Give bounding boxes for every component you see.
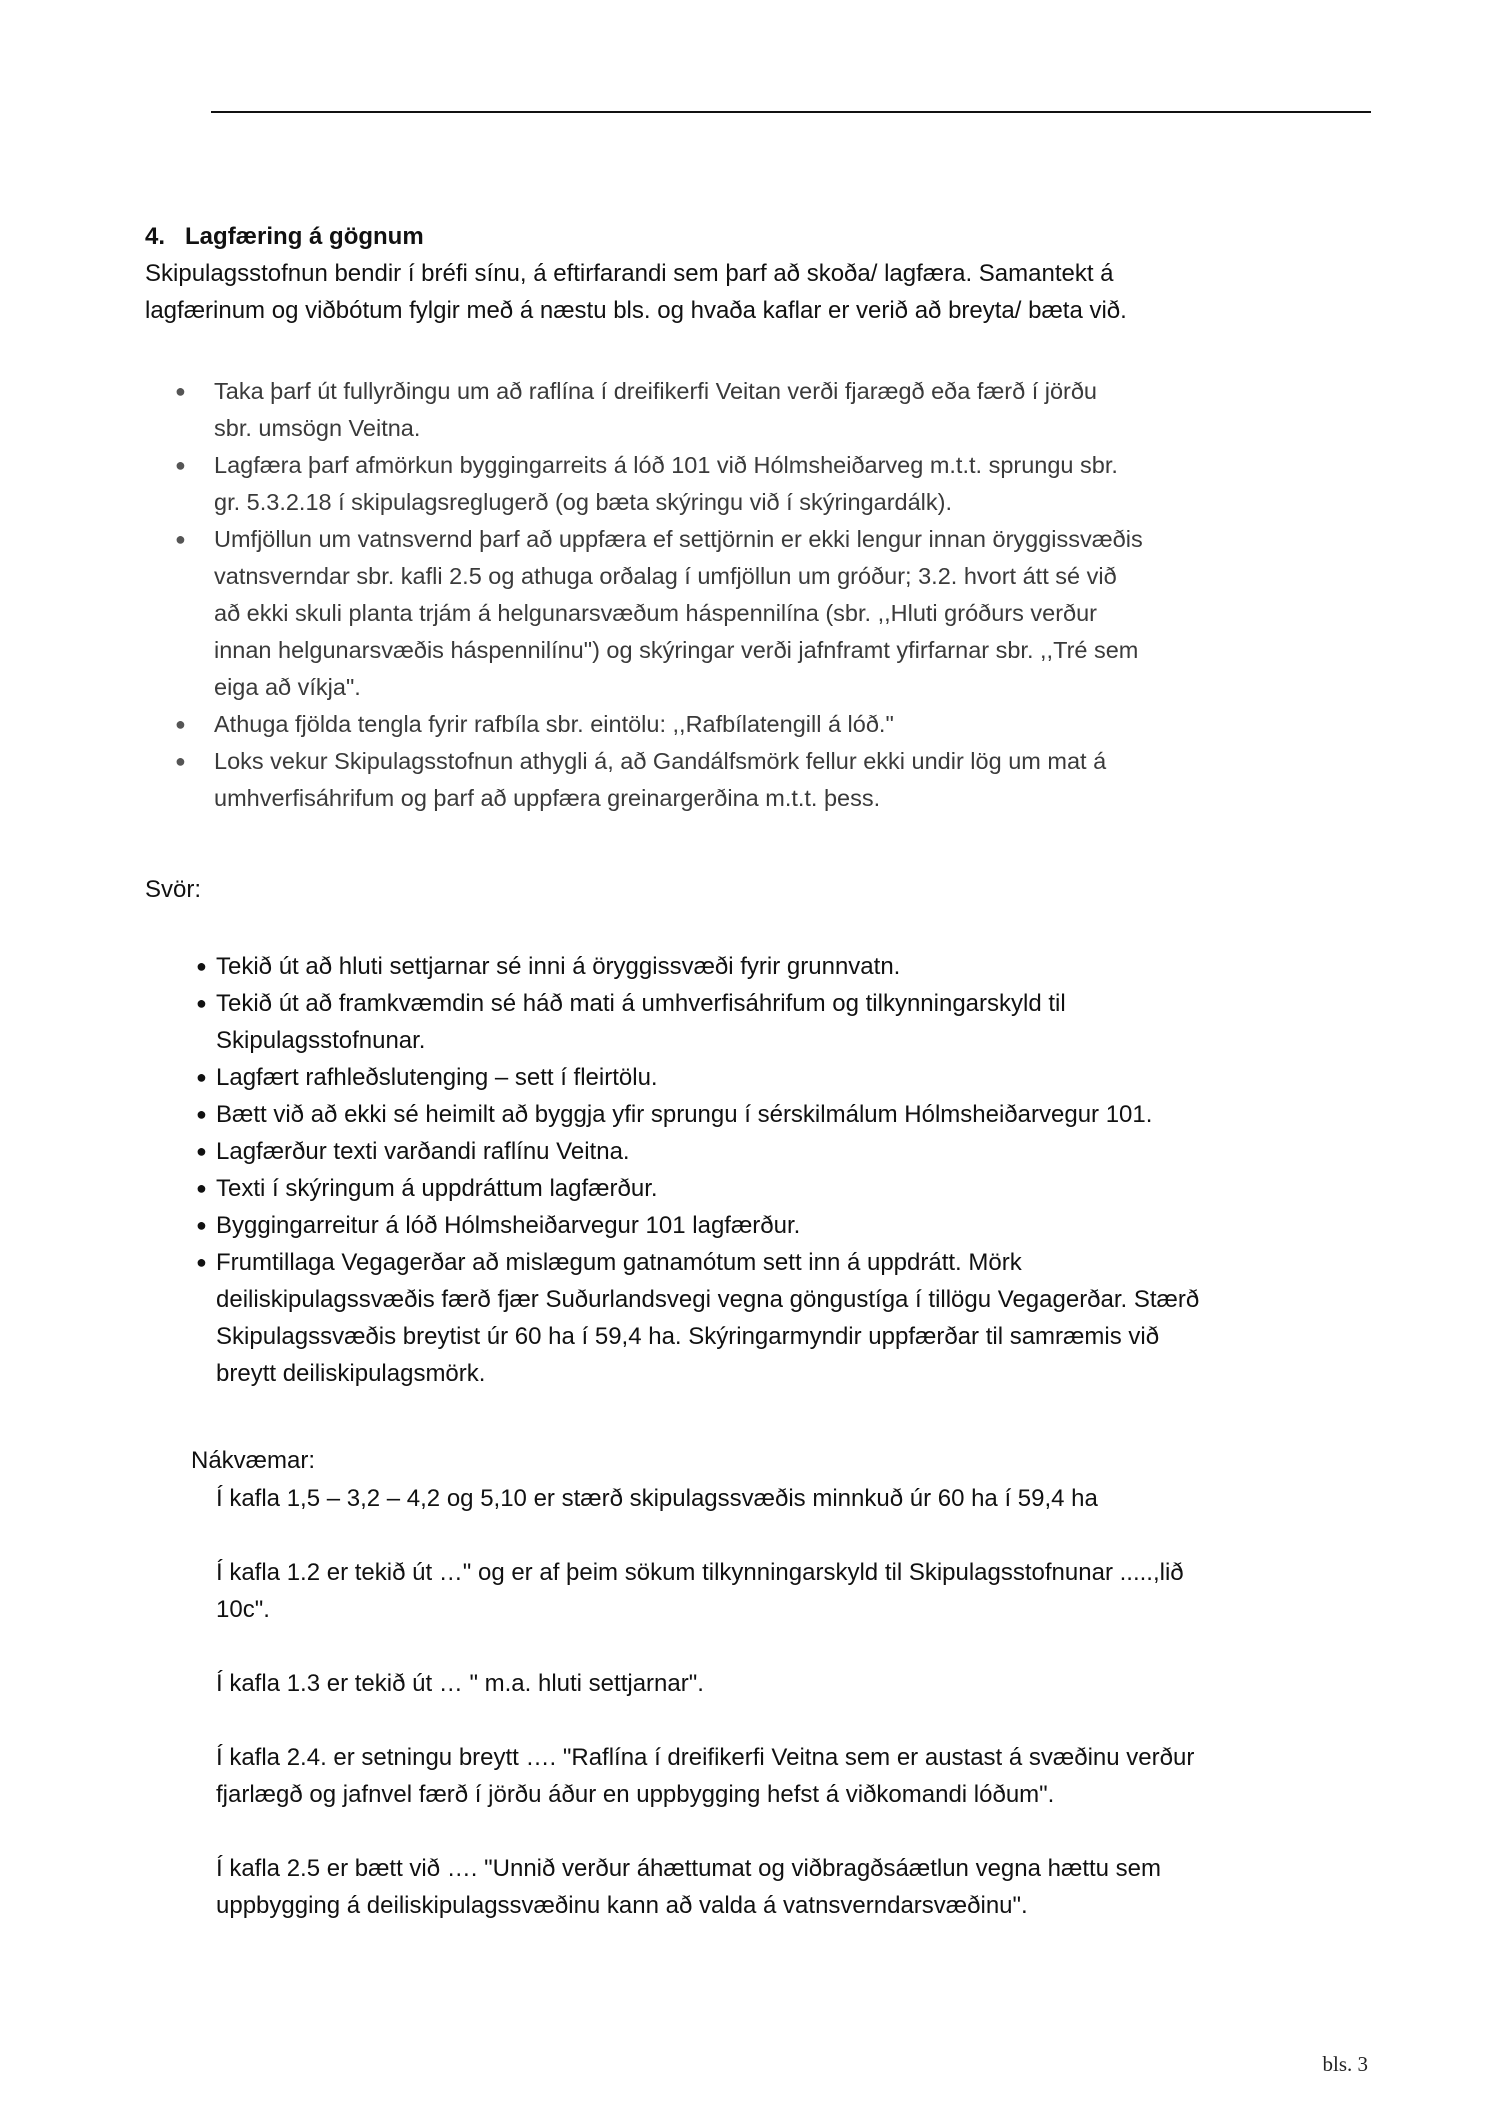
- text-line: Í kafla 1.3 er tekið út … " m.a. hluti settjarnar".: [216, 1670, 704, 1697]
- text-line: Loks vekur Skipulagsstofnun athygli á, að Gandálfsmörk fellur ekki undir lög um mat á: [214, 748, 1107, 774]
- section-4: [145, 218, 1127, 329]
- text-line: Lagfærður texti varðandi raflínu Veitna.: [216, 1138, 630, 1165]
- bullet-icon: ●: [196, 1104, 207, 1124]
- text-line: Lagfæra þarf afmörkun byggingarreits á lóð 101 við Hólmsheiðarveg m.t.t. sprungu sbr.: [214, 452, 1118, 478]
- text-line: Tekið út að framkvæmdin sé háð mati á umhverfisáhrifum og tilkynningarskyld til: [216, 990, 1066, 1017]
- text-line: gr. 5.3.2.18 í skipulagsreglugerð (og bæta skýringu við í skýringardálk).: [214, 489, 953, 515]
- text-line: Í kafla 2.4. er setningu breytt …. "Raflína í dreifikerfi Veitna sem er austast á svæðinu verður: [216, 1744, 1195, 1771]
- list-item: [216, 1665, 1194, 1702]
- list-item: [196, 948, 1199, 985]
- text-line: Lagfært rafhleðslutenging – sett í fleirtölu.: [216, 1064, 658, 1091]
- bullet-icon: ●: [175, 381, 186, 401]
- bullet-icon: ●: [196, 1178, 207, 1198]
- text-line: sbr. umsögn Veitna.: [214, 415, 421, 441]
- list-item: [196, 1059, 1199, 1096]
- text-line: Umfjöllun um vatnsvernd þarf að uppfæra ef settjörnin er ekki lengur innan öryggissvæðis: [214, 526, 1143, 552]
- intro-line: Skipulagsstofnun bendir í bréfi sínu, á eftirfarandi sem þarf að skoða/ lagfæra. Samantekt á: [145, 260, 1114, 287]
- list-item: [196, 1170, 1199, 1207]
- bullet-icon: ●: [196, 1141, 207, 1161]
- text-line: Í kafla 2.5 er bætt við …. "Unnið verður áhættumat og viðbragðsáætlun vegna hættu sem: [216, 1855, 1162, 1882]
- text-line: Skipulagsstofnunar.: [216, 1027, 426, 1054]
- bullet-icon: ●: [175, 529, 186, 549]
- text-line: Í kafla 1,5 – 3,2 – 4,2 og 5,10 er stærð skipulagssvæðis minnkuð úr 60 ha í 59,4 ha: [216, 1485, 1098, 1512]
- list-item: [196, 1244, 1200, 1392]
- text-line: breytt deiliskipulagsmörk.: [216, 1360, 486, 1387]
- text-line: uppbygging á deiliskipulagssvæðinu kann að valda á vatnsverndarsvæðinu".: [216, 1892, 1028, 1919]
- text-line: að ekki skuli planta trjám á helgunarsvæðum háspennilína (sbr. ,,Hluti gróðurs verður: [214, 600, 1097, 626]
- bullet-icon: ●: [175, 455, 186, 475]
- bullet-icon: ●: [175, 714, 186, 734]
- text-line: eiga að víkja".: [214, 674, 361, 700]
- intro-line: lagfærinum og viðbótum fylgir með á næstu bls. og hvaða kaflar er verið að breyta/ bæta við.: [145, 297, 1127, 324]
- text-line: Í kafla 1.2 er tekið út …" og er af þeim sökum tilkynningarskyld til Skipulagsstofnunar .....,lið: [216, 1559, 1184, 1586]
- page-number: bls. 3: [1322, 2052, 1368, 2076]
- list-item: [216, 1554, 1194, 1628]
- quoted-comments-list: [175, 373, 1143, 817]
- list-item: [196, 1133, 1199, 1170]
- text-line: Tekið út að hluti settjarnar sé inni á öryggissvæði fyrir grunnvatn.: [216, 953, 901, 980]
- bullet-icon: ●: [196, 1067, 207, 1087]
- bullet-icon: ●: [196, 993, 207, 1013]
- bullet-icon: ●: [196, 1215, 207, 1235]
- text-line: fjarlægð og jafnvel færð í jörðu áður en uppbygging hefst á viðkomandi lóðum".: [216, 1781, 1055, 1808]
- bullet-icon: ●: [196, 1252, 207, 1272]
- list-item: [175, 373, 1143, 447]
- list-item: [196, 985, 1199, 1059]
- text-line: Texti í skýringum á uppdráttum lagfærður.: [216, 1175, 658, 1202]
- text-line: deiliskipulagssvæðis færð fjær Suðurlandsvegi vegna göngustíga í tillögu Vegagerðar. Stærð: [216, 1286, 1200, 1313]
- list-item: [196, 1096, 1199, 1133]
- list-item: [175, 447, 1143, 521]
- details-label: Nákvæmar:: [191, 1447, 316, 1474]
- header-rule: [211, 111, 1371, 113]
- text-line: Bætt við að ekki sé heimilt að byggja yfir sprungu í sérskilmálum Hólmsheiðarvegur 101.: [216, 1101, 1153, 1128]
- details-list: [216, 1480, 1194, 1961]
- text-line: umhverfisáhrifum og þarf að uppfæra greinargerðina m.t.t. þess.: [214, 785, 881, 811]
- section-heading: 4. Lagfæring á gögnum: [145, 223, 424, 250]
- list-item: [216, 1739, 1194, 1813]
- text-line: 10c".: [216, 1596, 270, 1623]
- bullet-icon: ●: [196, 956, 207, 976]
- list-item: [175, 521, 1143, 706]
- text-line: Skipulagssvæðis breytist úr 60 ha í 59,4 ha. Skýringarmyndir uppfærðar til samræmis við: [216, 1323, 1160, 1350]
- text-line: Taka þarf út fullyrðingu um að raflína í dreifikerfi Veitan verði fjarægð eða færð í jörðu: [214, 378, 1098, 404]
- text-line: vatnsverndar sbr. kafli 2.5 og athuga orðalag í umfjöllun um gróður; 3.2. hvort átt sé við: [214, 563, 1117, 589]
- text-line: innan helgunarsvæðis háspennilínu") og skýringar verði jafnframt yfirfarnar sbr. ,,Tré sem: [214, 637, 1139, 663]
- answers-list: [196, 948, 1200, 1392]
- text-line: Frumtillaga Vegagerðar að mislægum gatnamótum sett inn á uppdrátt. Mörk: [216, 1249, 1022, 1276]
- list-item: [196, 1207, 1199, 1244]
- answers-label: Svör:: [145, 876, 202, 903]
- list-item: [175, 743, 1143, 817]
- list-item: [216, 1480, 1194, 1517]
- list-item: [216, 1850, 1194, 1924]
- list-item: [175, 706, 1143, 743]
- text-line: Athuga fjölda tengla fyrir rafbíla sbr. eintölu: ,,Rafbílatengill á lóð.": [214, 711, 894, 737]
- text-line: Byggingarreitur á lóð Hólmsheiðarvegur 101 lagfærður.: [216, 1212, 801, 1239]
- bullet-icon: ●: [175, 751, 186, 771]
